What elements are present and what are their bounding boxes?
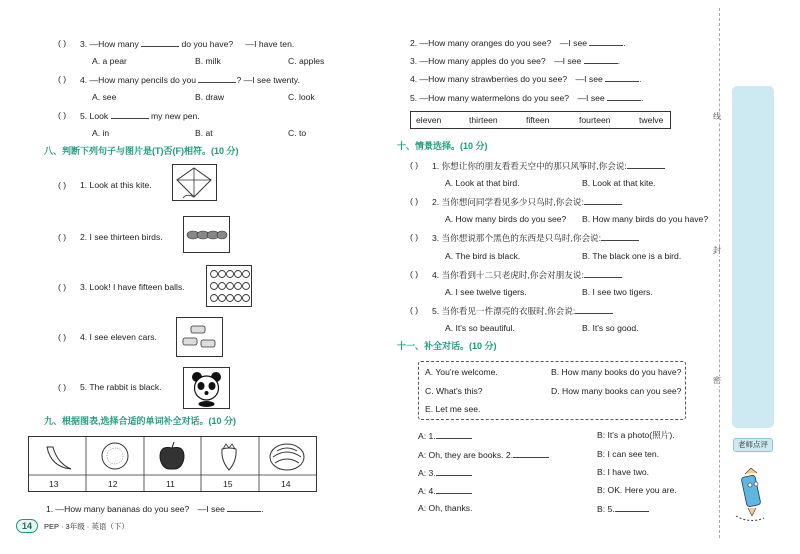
cars-picture [176,317,223,357]
s9-q1-line: 1. —How many bananas do you see? —I see . [46,504,264,514]
dlg-opt-c: C. What's this? [425,386,483,396]
s8-q1-text: 1. Look at this kite. [80,180,152,190]
q3-line: 3. —How many do you have? —I have ten. [80,39,295,49]
s9-q4-line: 4. —How many strawberries do you see? —I see . [410,74,642,84]
pencil-mascot-icon [730,468,774,524]
section-9-title: 九、根据图表,选择合适的单词补全对话。(10 分) [44,416,237,426]
table-num-5: 14 [281,479,291,489]
dialog-options-box [418,361,686,420]
dlg-opt-e: E. Let me see. [425,404,481,414]
cars-icon [177,318,222,356]
table-num-1: 13 [49,479,59,489]
table-num-4: 15 [223,479,233,489]
s10-q4-blank[interactable] [584,269,622,278]
s9-q3-line: 3. —How many apples do you see? —I see . [410,56,621,66]
fruit-table [28,436,317,492]
s8-q1-paren: ( ) [58,180,67,190]
s10-q2-paren: ( ) [410,196,419,206]
s10-q1-paren: ( ) [410,160,419,170]
dlg-opt-b: B. How many books do you have? [551,367,682,377]
table-num-3: 11 [166,479,175,489]
s9-q4-blank[interactable] [605,73,639,82]
q3-opt-b: B. milk [195,56,221,66]
section-8-title: 八、判断下列句子与图片是(T)否(F)相符。(10 分) [44,146,239,156]
s10-q3-paren: ( ) [410,232,419,242]
dlg-opt-d: D. How many books can you see? [551,386,682,396]
q5-paren: ( ) [58,110,67,120]
s9-q5-blank[interactable] [607,92,641,101]
q4-line: 4. —How many pencils do you ? —I see twenty. [80,75,300,85]
word-4: fourteen [579,115,611,125]
dlg-line-5a: A: Oh, thanks. [418,503,473,513]
kite-picture [172,164,217,201]
q5-blank[interactable] [111,110,149,119]
dlg-line-2a: A: Oh, they are books. 2. [418,449,549,461]
balls-picture [206,265,252,307]
s9-q2-line: 2. —How many oranges do you see? —I see . [410,38,626,48]
q4-blank[interactable] [198,74,236,83]
s9-q2-blank[interactable] [589,37,623,46]
s10-q3-opt-b: B. The black one is a bird. [582,251,682,261]
teacher-comment-area [732,86,774,428]
dlg-line-4b: B: OK. Here you are. [597,485,677,495]
word-1: eleven [416,115,442,125]
q4-opt-b: B. draw [195,92,225,102]
s10-q1-opt-b: B. Look at that kite. [582,178,656,188]
section-10-title: 十、情景选择。(10 分) [397,141,488,151]
s8-q5-text: 5. The rabbit is black. [80,382,162,392]
dlg-line-3b: B: I have two. [597,467,650,477]
footer-label: PEP · 3年级 · 英语（下） [44,522,129,531]
s10-q4-opt-a: A. I see twelve tigers. [445,287,527,297]
page-number-badge: 14 [16,519,38,533]
s8-q3-paren: ( ) [58,282,67,292]
binding-cut-line [719,8,720,538]
dlg-blank-2[interactable] [513,449,549,458]
s10-q3-line: 3. 当你想说那个黑色的东西是只鸟时,你会说: [432,232,639,244]
q3-paren: ( ) [58,38,67,48]
q5-opt-b: B. at [195,128,213,138]
dlg-blank-3[interactable] [436,467,472,476]
s10-q2-blank[interactable] [584,196,622,205]
dlg-line-1a: A: 1. [418,430,472,442]
dlg-line-4a: A: 4. [418,485,472,497]
dlg-opt-a: A. You're welcome. [425,367,498,377]
word-5: twelve [639,115,664,125]
q5-opt-a: A. in [92,128,110,138]
q3-opt-c: C. apples [288,56,325,66]
s8-q2-text: 2. I see thirteen birds. [80,232,163,242]
dlg-blank-4[interactable] [436,485,472,494]
section-11-title: 十一、补全对话。(10 分) [397,341,497,351]
word-bank [410,111,671,129]
panda-picture [183,367,230,409]
s10-q3-blank[interactable] [601,232,639,241]
s10-q5-line: 5. 当你看见一件漂亮的衣服时,你会说: [432,305,613,317]
dlg-line-1b: B: It's a photo(照片). [597,430,675,440]
s8-q2-paren: ( ) [58,232,67,242]
s9-q1-blank[interactable] [227,503,261,512]
s8-q3-text: 3. Look! I have fifteen balls. [80,282,185,292]
s8-q4-text: 4. I see eleven cars. [80,332,157,342]
table-num-2: 12 [108,479,118,489]
s10-q4-paren: ( ) [410,269,419,279]
s10-q2-line: 2. 当你想问同学看见多少只鸟时,你会说: [432,196,622,208]
margin-char-feng: 封 [713,246,721,255]
s10-q5-opt-a: A. It's so beautiful. [445,323,515,333]
dlg-line-2b: B: I can see ten. [597,449,660,459]
kite-icon [173,165,216,200]
q4-opt-c: C. look [288,92,315,102]
s9-q5-line: 5. —How many watermelons do you see? —I see . [410,93,644,103]
dlg-blank-1[interactable] [436,430,472,439]
word-3: fifteen [526,115,550,125]
s10-q1-blank[interactable] [627,160,665,169]
strawberry-icon [222,448,236,470]
dlg-line-3a: A: 3. [418,467,472,479]
s10-q4-line: 4. 当你看到十二只老虎时,你会对朋友说: [432,269,622,281]
birds-picture [183,216,230,253]
orange-icon [102,443,128,469]
birds-icon [184,217,229,252]
banana-icon [47,447,71,469]
s10-q2-opt-a: A. How many birds do you see? [445,214,567,224]
apple-icon [160,447,184,469]
s10-q1-opt-a: A. Look at that bird. [445,178,520,188]
balls-icon [207,266,251,306]
s10-q5-blank[interactable] [575,305,613,314]
s10-q3-opt-a: A. The bird is black. [445,251,521,261]
q5-opt-c: C. to [288,128,307,138]
q4-opt-a: A. see [92,92,117,102]
teacher-comment-label: 老师点评 [733,438,773,452]
s10-q5-paren: ( ) [410,305,419,315]
dlg-line-5b: B: 5. [597,503,649,515]
q5-line: 5. Look my new pen. [80,111,200,121]
q3-blank[interactable] [141,38,179,47]
s10-q2-opt-b: B. How many birds do you have? [582,214,709,224]
s9-q3-blank[interactable] [584,55,618,64]
s8-q4-paren: ( ) [58,332,67,342]
margin-char-mi: 密 [713,376,721,385]
s10-q1-line: 1. 你想让你的朋友看看天空中的那只风筝时,你会说: [432,160,665,172]
s8-q5-paren: ( ) [58,382,67,392]
q3-opt-a: A. a pear [92,56,127,66]
dlg-blank-5[interactable] [615,503,649,512]
q4-paren: ( ) [58,74,67,84]
margin-char-xian: 线 [713,112,721,121]
s10-q5-opt-b: B. It's so good. [582,323,639,333]
s10-q4-opt-b: B. I see two tigers. [582,287,653,297]
panda-icon [184,368,229,408]
word-2: thirteen [469,115,498,125]
